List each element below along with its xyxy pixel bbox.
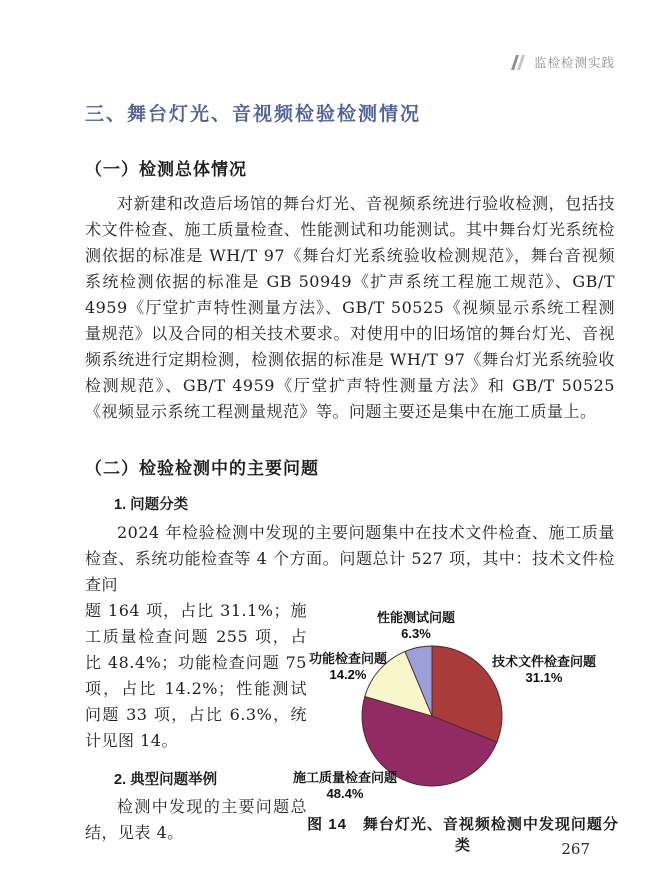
- pie-chart: [292, 602, 619, 807]
- statistics-wrapped-text: 题 164 项，占比 31.1%；施工质量检查问题 255 项，占比 48.4%；功能检查问题 75 项，占比 14.2%；性能测试问题 33 项，占比 6.3%，统计见图 14。: [85, 601, 307, 750]
- pie-label-tech-doc-check: 技术文件检查问题 31.1%: [491, 654, 597, 685]
- pie-label-performance-test: 性能测试问题 6.3%: [376, 610, 456, 641]
- double-slash-icon: [511, 55, 527, 70]
- pie-label-function-check: 功能检查问题 14.2%: [308, 651, 388, 682]
- text-figure-row: [85, 598, 619, 855]
- section2-intro-paragraph: 2024 年检验检测中发现的主要问题集中在技术文件检查、施工质量检查、系统功能检查等 4 个方面。问题总计 527 项，其中：技术文件检查问: [85, 523, 615, 594]
- page-title: 三、舞台灯光、音视频检验检测情况: [85, 103, 422, 125]
- left-text-column: [85, 598, 307, 855]
- section2-heading: （二）检验检测中的主要问题: [85, 459, 319, 479]
- page-number: 267: [561, 840, 590, 858]
- typical-examples-paragraph: 检测中发现的主要问题总结，见表 4。: [85, 797, 307, 842]
- page-header: [85, 52, 615, 72]
- figure-14: [292, 598, 619, 855]
- subheading-typical-examples: 2. 典型问题举例: [114, 772, 218, 788]
- section1-heading: （一）检测总体情况: [85, 160, 247, 180]
- pie-label-construction-quality: 施工质量检查问题 48.4%: [292, 770, 398, 801]
- figure-caption: 图 14 舞台灯光、音视频检测中发现问题分类: [307, 816, 619, 854]
- subheading-problem-classification: 1. 问题分类: [114, 497, 189, 513]
- header-brand-text: 监检检测实践: [533, 56, 615, 70]
- section1-body: 对新建和改造后场馆的舞台灯光、音视频系统进行验收检测，包括技术文件检查、施工质量检查、性能测试和功能测试。其中舞台灯光系统检测依据的标准是 WH/T 97《舞台灯光系统验收检测规范》，舞台音视频系统检测依据的标准是 GB 50949《扩声系统工程施工规范》、GB/T 4959《厅堂扩声特性测量方法》、GB/T 50525《视频显示系统工程测量规范》以及合同的相关技术要求。对使用中的旧场馆的舞台灯光、音视频系统进行定期检测，检测依据的标准是 WH/T 97《舞台灯光系统验收检测规范》、GB/T 4959《厅堂扩声特性测量方法》和 GB/T 50525《视频显示系统工程测量规范》等。问题主要还是集中在施工质量上。: [85, 194, 615, 421]
